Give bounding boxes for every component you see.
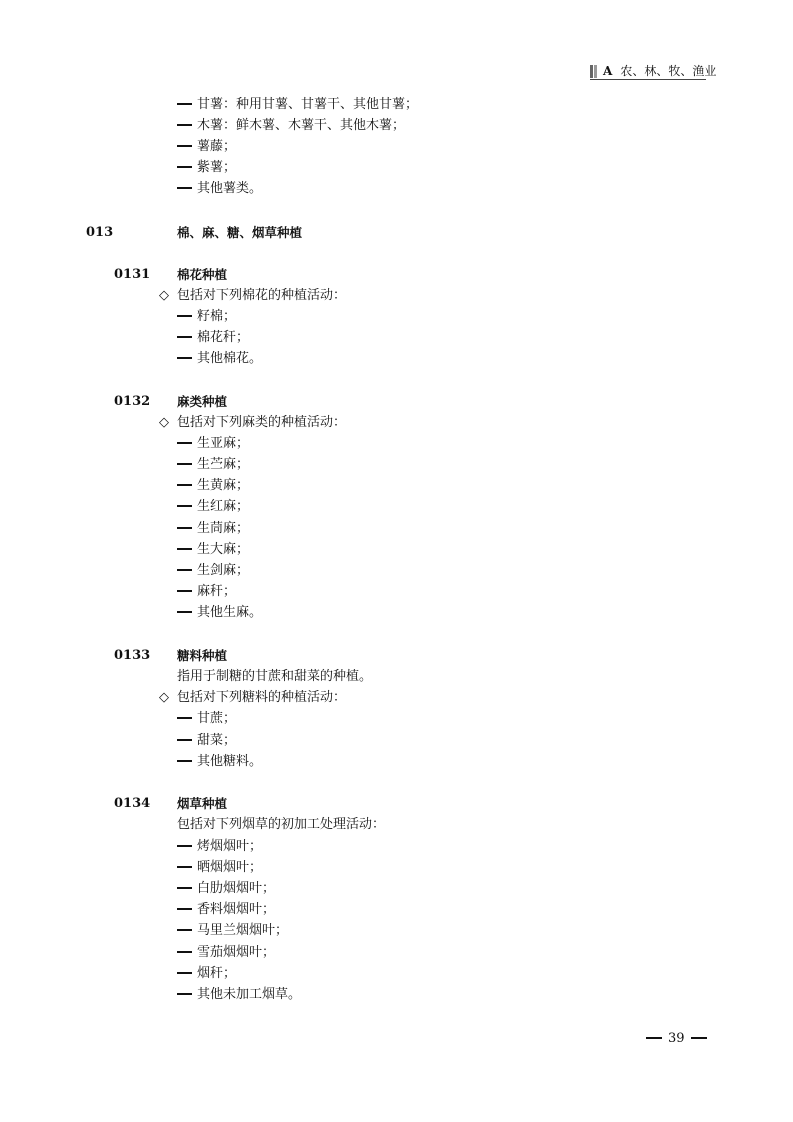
diamond-icon: ◇ [159, 415, 169, 430]
list-item: 麻秆； [177, 583, 236, 601]
dash-icon [177, 442, 192, 444]
dash-icon [177, 145, 192, 147]
dash-icon [177, 103, 192, 105]
dash-icon [177, 887, 192, 889]
dash-icon [177, 315, 192, 317]
list-item: 生苎麻； [177, 456, 249, 474]
list-item: 籽棉； [177, 308, 236, 326]
dash-icon [177, 187, 192, 189]
include-note: ◇ 包括对下列麻类的种植活动： [159, 415, 347, 430]
dash-icon [177, 929, 192, 931]
dash-icon [177, 972, 192, 974]
dash-icon [177, 993, 192, 995]
list-item: 其他未加工烟草。 [177, 986, 301, 1004]
list-item: 白肋烟烟叶； [177, 880, 275, 898]
class-code: 0133 [114, 648, 151, 663]
class-title: 烟草种植 [177, 796, 228, 811]
list-item: 雪茄烟烟叶； [177, 944, 275, 962]
list-item: 紫薯； [177, 159, 236, 177]
class-title: 麻类种植 [177, 394, 228, 409]
diamond-icon: ◇ [159, 288, 169, 303]
dash-icon [177, 484, 192, 486]
dash-icon [177, 124, 192, 126]
include-note: ◇ 包括对下列棉花的种植活动： [159, 288, 347, 303]
class-description: 包括对下列烟草的初加工处理活动： [177, 817, 386, 832]
dash-icon [177, 760, 192, 762]
list-item: 其他生麻。 [177, 604, 262, 622]
dash-icon [177, 866, 192, 868]
list-item: 其他棉花。 [177, 350, 262, 368]
dash-icon [177, 569, 192, 571]
dash-icon [177, 463, 192, 465]
header-bars-icon [590, 64, 598, 79]
list-item: 其他薯类。 [177, 180, 262, 198]
list-item: 香料烟烟叶； [177, 901, 275, 919]
dash-icon [177, 505, 192, 507]
group-code: 013 [86, 225, 114, 240]
dash-icon [177, 548, 192, 550]
list-item: 棉花秆； [177, 329, 249, 347]
dash-icon [177, 527, 192, 529]
running-header [590, 64, 717, 80]
dash-icon [646, 1037, 662, 1039]
class-description: 指用于制糖的甘蔗和甜菜的种植。 [177, 669, 373, 684]
include-note: ◇ 包括对下列糖料的种植活动： [159, 690, 347, 705]
dash-icon [177, 357, 192, 359]
list-item: 其他糖料。 [177, 753, 262, 771]
diamond-icon: ◇ [159, 690, 169, 705]
section-letter: A [603, 64, 613, 78]
dash-icon [177, 908, 192, 910]
class-code: 0131 [114, 267, 151, 282]
dash-icon [691, 1037, 707, 1039]
dash-icon [177, 590, 192, 592]
class-title: 棉花种植 [177, 267, 228, 282]
list-item: 甘蔗； [177, 710, 236, 728]
list-item: 甜菜； [177, 732, 236, 750]
dash-icon [177, 739, 192, 741]
list-item: 生大麻； [177, 541, 249, 559]
page-number: 39 [640, 1030, 713, 1048]
list-item: 生茼麻； [177, 520, 249, 538]
list-item: 生剑麻； [177, 562, 249, 580]
dash-icon [177, 611, 192, 613]
section-title: 农、林、牧、渔业 [620, 64, 717, 78]
dash-icon [177, 166, 192, 168]
list-item: 薯藤； [177, 138, 236, 156]
list-item: 晒烟烟叶； [177, 859, 262, 877]
list-item: 甘薯：种用甘薯、甘薯干、其他甘薯； [177, 96, 418, 114]
list-item: 生红麻； [177, 498, 249, 516]
dash-icon [177, 845, 192, 847]
list-item: 烟秆； [177, 965, 236, 983]
class-code: 0132 [114, 394, 151, 409]
list-item: 生黄麻； [177, 477, 249, 495]
list-item: 木薯：鲜木薯、木薯干、其他木薯； [177, 117, 405, 135]
dash-icon [177, 336, 192, 338]
list-item: 烤烟烟叶； [177, 838, 262, 856]
class-code: 0134 [114, 796, 151, 811]
list-item: 马里兰烟烟叶； [177, 922, 288, 940]
class-title: 糖料种植 [177, 648, 228, 663]
list-item: 生亚麻； [177, 435, 249, 453]
dash-icon [177, 951, 192, 953]
dash-icon [177, 717, 192, 719]
group-title: 棉、麻、糖、烟草种植 [177, 225, 303, 240]
